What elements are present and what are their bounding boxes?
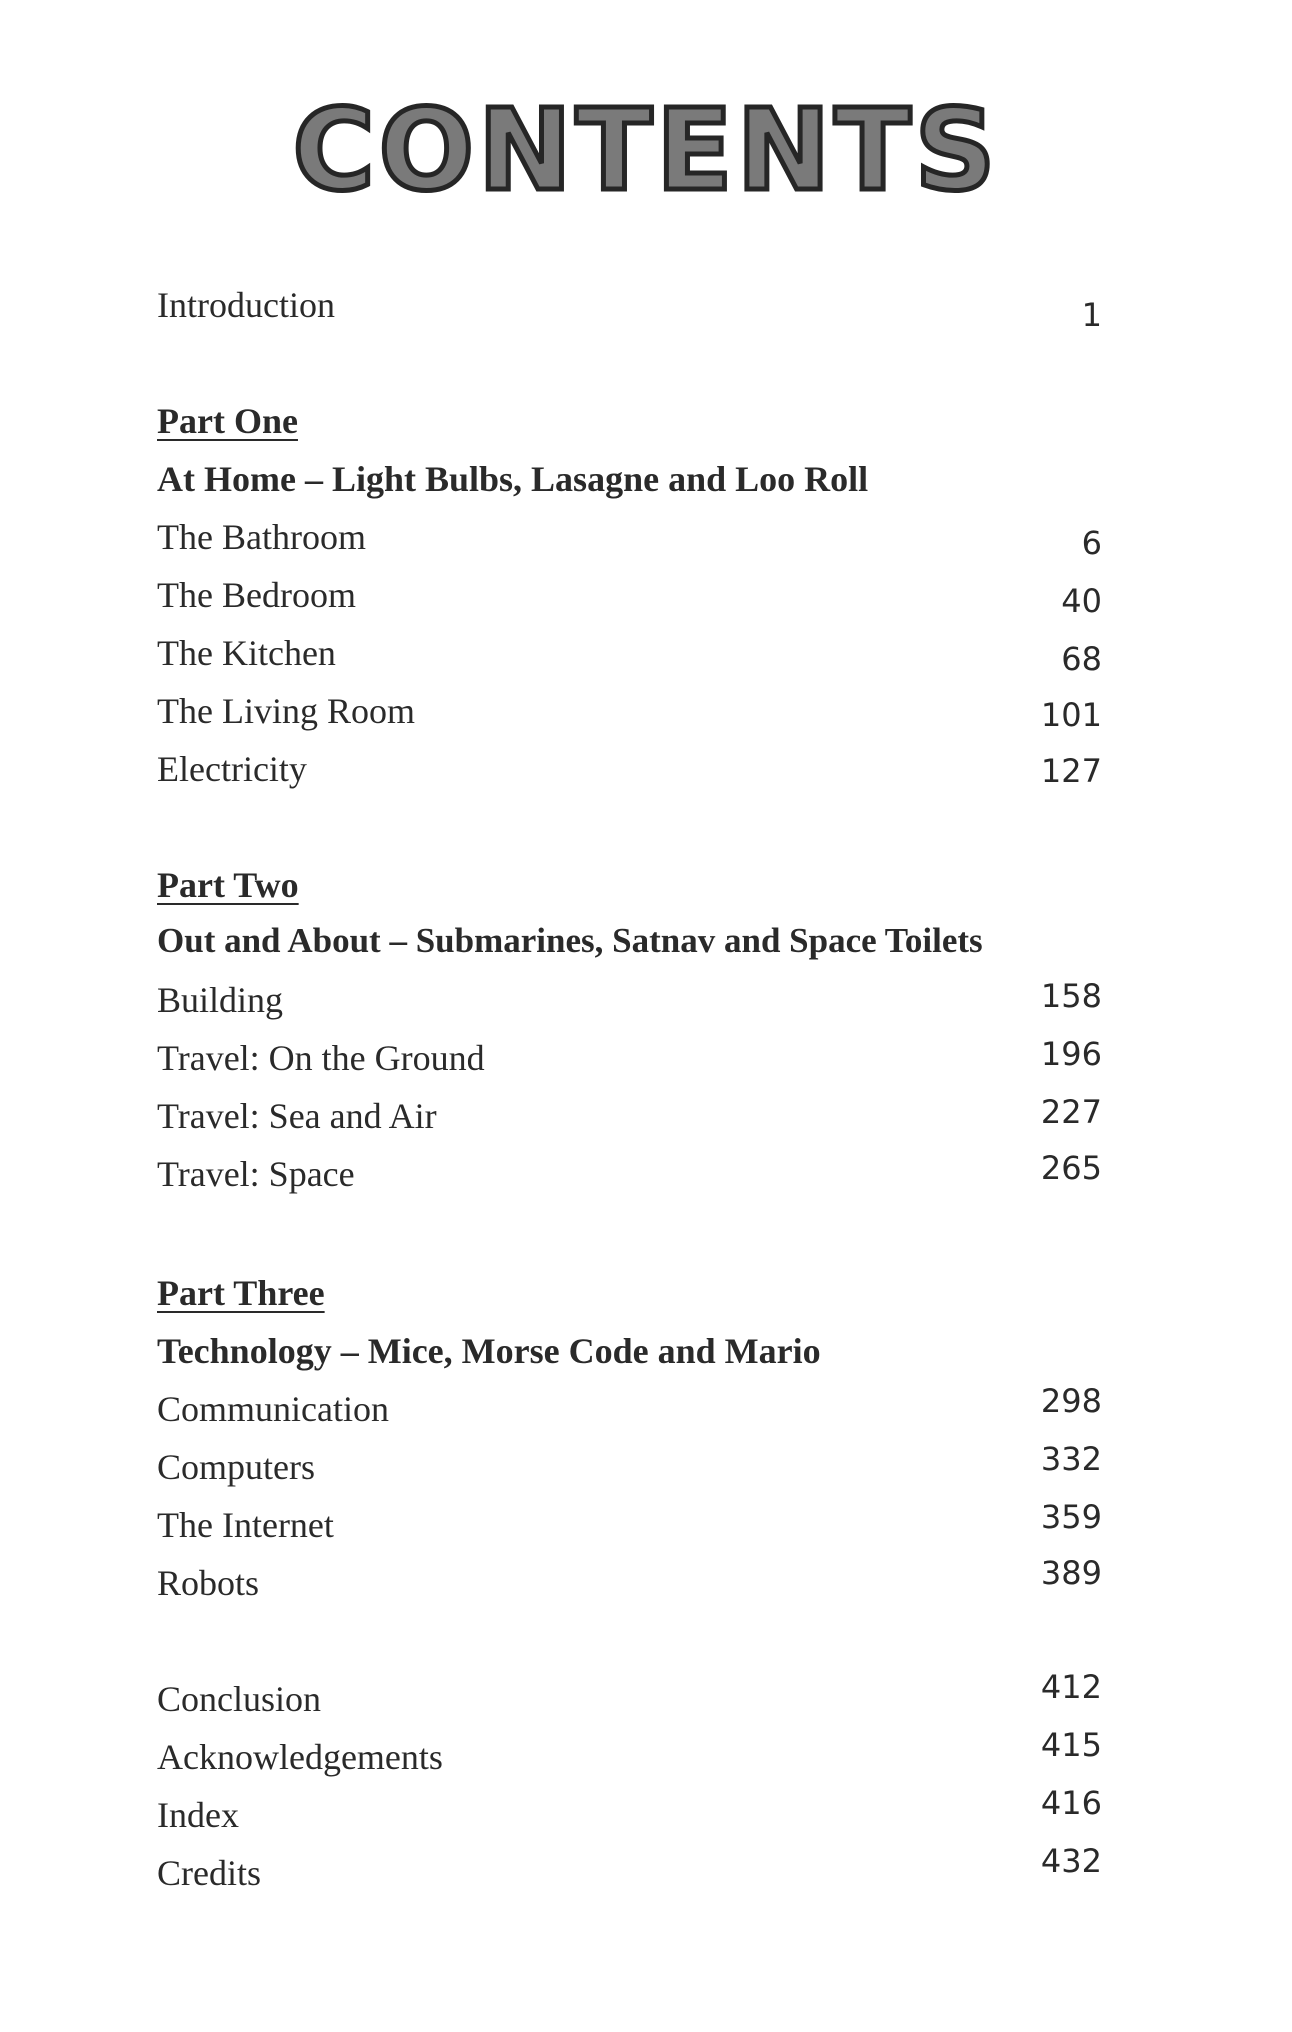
toc-entry-label: Robots — [157, 1563, 260, 1603]
part-two-heading: Part Two — [157, 865, 299, 905]
toc-entry-label: Electricity — [157, 749, 307, 789]
toc-entry-electricity[interactable] — [157, 744, 1102, 794]
toc-entry-label: The Living Room — [157, 691, 415, 731]
toc-entry-the-living-room[interactable] — [157, 686, 1102, 736]
toc-entry-label: Travel: On the Ground — [157, 1038, 485, 1078]
toc-entry-introduction[interactable] — [157, 280, 1102, 334]
toc-entry-page: 68 — [1061, 640, 1102, 678]
toc-entry-label: Computers — [157, 1447, 315, 1487]
toc-entry-label: Communication — [157, 1389, 389, 1429]
toc-entry-acknowledgements[interactable] — [157, 1726, 1102, 1782]
toc-entry-the-internet[interactable] — [157, 1500, 1102, 1550]
toc-entry-page: 6 — [1081, 524, 1102, 562]
toc-entry-building[interactable] — [157, 975, 1102, 1025]
part-one-heading: Part One — [157, 401, 298, 441]
toc-entry-page: 415 — [1040, 1726, 1102, 1764]
toc-entry-label: The Bathroom — [157, 517, 366, 557]
toc-entry-label: The Bedroom — [157, 575, 356, 615]
toc-entry-travel-on-the-ground[interactable] — [157, 1033, 1102, 1083]
toc-entry-computers[interactable] — [157, 1442, 1102, 1492]
toc-entry-label: Index — [157, 1795, 239, 1835]
toc-entry-label: Building — [157, 980, 284, 1020]
toc-entry-index[interactable] — [157, 1784, 1102, 1840]
toc-entry-page: 298 — [1040, 1382, 1102, 1420]
toc-entry-the-bathroom[interactable] — [157, 512, 1102, 562]
toc-entry-travel-space[interactable] — [157, 1149, 1102, 1199]
toc-entry-label: The Internet — [157, 1505, 334, 1545]
toc-entry-page: 412 — [1040, 1668, 1102, 1706]
toc-entry-page: 196 — [1040, 1035, 1102, 1073]
toc-entry-page: 101 — [1040, 696, 1102, 734]
part-one-subtitle: At Home – Light Bulbs, Lasagne and Loo Roll — [157, 459, 869, 499]
toc-entry-label: Travel: Sea and Air — [157, 1096, 437, 1136]
toc-entry-label: Travel: Space — [157, 1154, 355, 1194]
toc-entry-page: 227 — [1040, 1093, 1102, 1131]
toc-entry-credits[interactable] — [157, 1842, 1102, 1898]
toc-entry-label: Introduction — [157, 285, 335, 325]
toc-entry-page: 40 — [1061, 582, 1102, 620]
part-three-heading: Part Three — [157, 1273, 325, 1313]
toc-entry-page: 416 — [1040, 1784, 1102, 1822]
toc-entry-page: 127 — [1040, 752, 1102, 790]
toc-entry-the-kitchen[interactable] — [157, 628, 1102, 678]
toc-entry-communication[interactable] — [157, 1384, 1102, 1434]
toc-entry-page: 265 — [1040, 1149, 1102, 1187]
toc-entry-page: 332 — [1040, 1440, 1102, 1478]
toc-entry-travel-sea-and-air[interactable] — [157, 1091, 1102, 1141]
toc-entry-conclusion[interactable] — [157, 1668, 1102, 1724]
toc-entry-page: 1 — [1081, 296, 1102, 334]
toc-entry-the-bedroom[interactable] — [157, 570, 1102, 620]
toc-entry-label: Credits — [157, 1853, 261, 1893]
toc-entry-label: Acknowledgements — [157, 1737, 443, 1777]
toc-entry-page: 158 — [1040, 977, 1102, 1015]
part-two-subtitle: Out and About – Submarines, Satnav and Space Toilets — [157, 921, 983, 960]
toc-entry-label: Conclusion — [157, 1679, 322, 1719]
toc-entry-page: 389 — [1040, 1554, 1102, 1592]
toc-entry-page: 432 — [1040, 1842, 1102, 1880]
toc-entry-label: The Kitchen — [157, 633, 336, 673]
part-three-subtitle: Technology – Mice, Morse Code and Mario — [157, 1331, 821, 1371]
toc-entry-robots[interactable] — [157, 1554, 1102, 1608]
page-title: CONTENTS — [292, 86, 1000, 216]
toc-entry-page: 359 — [1040, 1498, 1102, 1536]
